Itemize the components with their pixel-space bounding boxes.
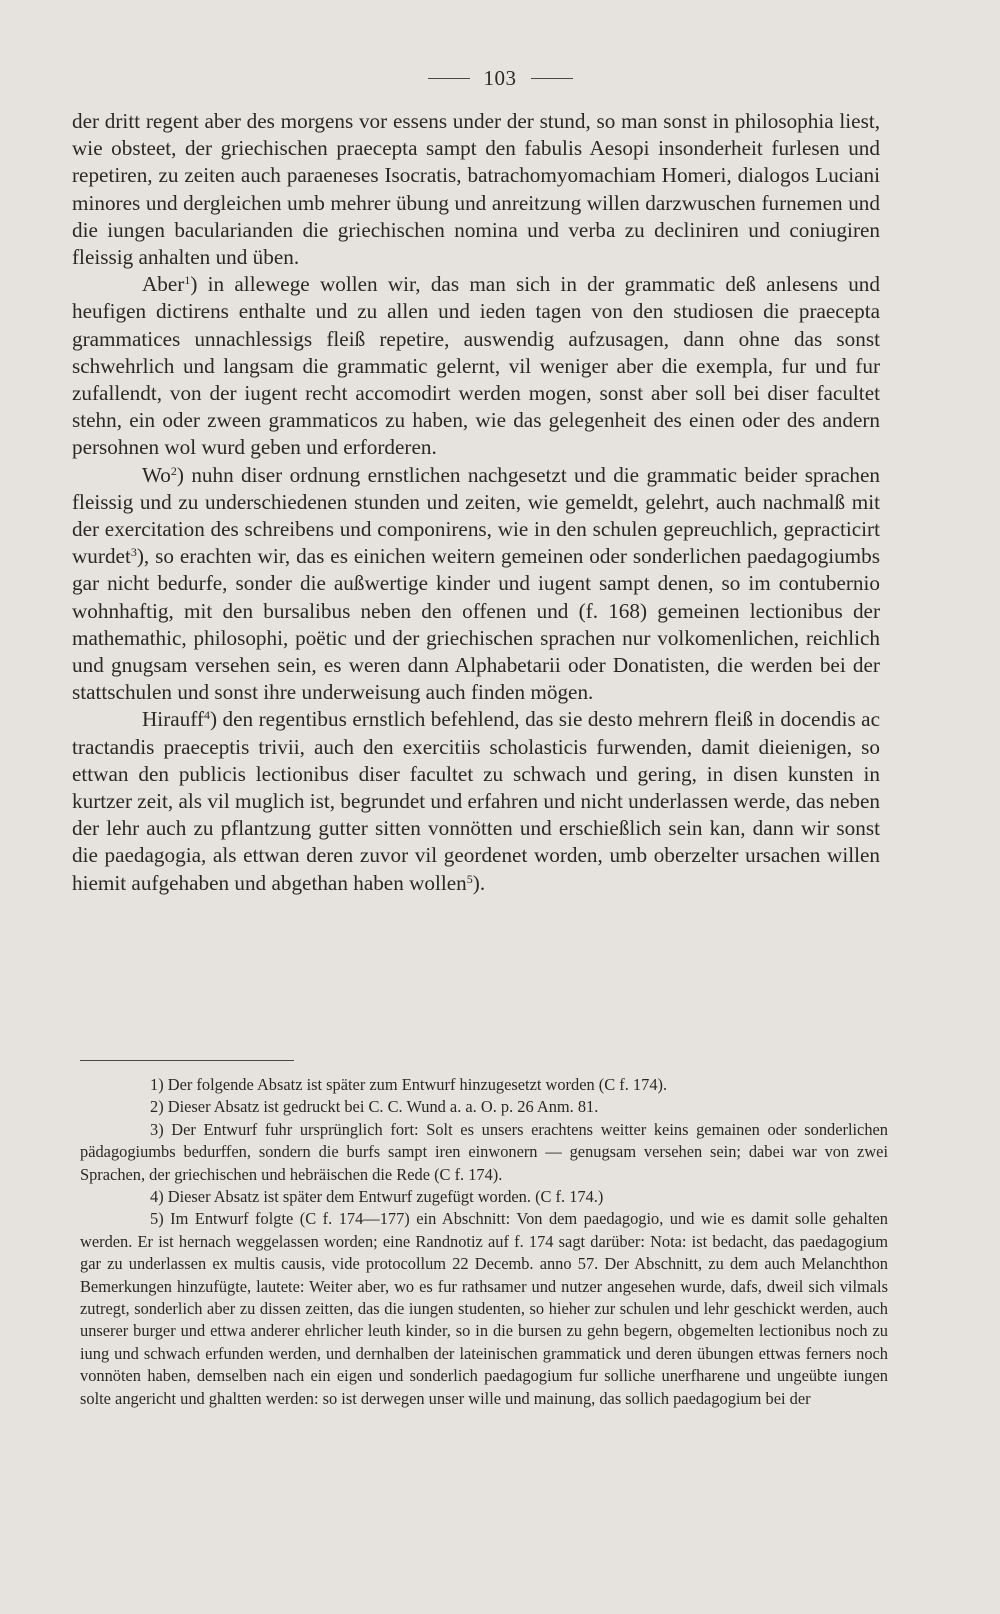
- paragraph-3: [72, 462, 880, 707]
- footnote-marker: 1: [184, 273, 191, 288]
- header-rule-right: [531, 78, 573, 79]
- page-number: 103: [483, 66, 517, 90]
- paragraph-text: ) in allewege wollen wir, das man sich in der grammatic deß anlesens und heufigen dictirens enthalte und zu allen und ieden tagen von den studiosen die praecepta grammatices unnachlessigs fleiß repetire, auswendig aufzusagen, dann ohne das sonst schwehrlich und langsam die grammatic gelernt, vil weniger aber die exempla, fur und fur zufallendt, von der iugent recht accomodirt werden mogen, sonst aber soll bei diser facultet stehn, ein oder zween grammaticos zu haben, wie das gelegenheit des einen oder des andern persohnen wol wurd geben und erforderen.: [72, 272, 880, 460]
- paragraph-text-continued: ).: [472, 870, 486, 895]
- footnote-1: 1) Der folgende Absatz ist später zum Entwurf hinzugesetzt worden (C f. 174).: [150, 1075, 668, 1094]
- page-header: [0, 66, 1000, 91]
- footnote-3: 3) Der Entwurf fuhr ursprünglich fort: Solt es unsers erachtens weitter keins gemainen oder sonderlichen pädagogiumbs bedurffen, sondern die burfs sampt iren einwonern — genugsam versehen sein; dabei war von zwei Sprachen, der griechischen und hebräischen die Rede (C f. 174).: [80, 1119, 888, 1184]
- paragraph-2: [72, 271, 880, 461]
- paragraph-lead: Aber: [142, 272, 185, 297]
- paragraph-text-continued: ), so erachten wir, das es einichen weitern gemeinen oder sonderlichen paedagogiumbs gar nicht bedurfe, sonder die außwertige kinder und iugent sampt denen, so im contubernio wohnhaftig, mit den bursalibus neben den offenen und (f. 168) gemeinen lectionibus der mathemathic, philosophi, poëtic und der griechischen sprachen nur volkomenlichen, reichlich und gnugsam versehen sein, es weren dann Alphabetarii oder Donatisten, die werden bei der stattschulen und sonst ihre underweisung auch finden mögen.: [72, 544, 880, 705]
- footnote-4: 4) Dieser Absatz ist später dem Entwurf zugefügt worden. (C f. 174.): [150, 1187, 604, 1207]
- footnote-marker: 2: [170, 463, 177, 478]
- paragraph-text: ) nuhn diser ordnung ernstlichen nachgesetzt und die grammatic beider sprachen fleissig und zu underschiedenen stunden und zeiten, wie gemeldt, gelehrt, auch nachmalß mit der exercitation des schreibens und componirens, wie in den schulen gepreuchlich, gepracticirt wurdet: [72, 462, 880, 569]
- paragraph-lead: Hirauff: [142, 707, 204, 732]
- footnotes: [80, 1074, 888, 1410]
- paragraph-4: [72, 706, 880, 896]
- paragraph-text: der dritt regent aber des morgens vor essens under der stund, so man sonst in philosophia liest, wie obsteet, der griechischen praecepta sampt den fabulis Aesopi insonderheit furlesen und repetiren, zu zeiten auch paraeneses Isocratis, batrachomyomachiam Homeri, dialogos Luciani minores und dergleichen umb mehrer übung und anreitzung willen darzwuschen furnemen und die iungen bacularianden die griechischen nomina und verba zu decliniren und coniugiren fleissig anhalten und üben.: [72, 109, 880, 270]
- footnote-marker: 4: [203, 708, 210, 723]
- footnote-marker: 5: [466, 871, 473, 886]
- paragraph-text: ) den regentibus ernstlich befehlend, das sie desto mehrern fleiß in docendis ac tractandis praeceptis trivii, auch den exercitiis scholasticis furwenden, damit dieienigen, so ettwan den publicis lectionibus diser facultet zu schwach und gering, in disen kunsten in kurtzer zeit, als vil muglich ist, begrundet und erfahren und nicht underlassen werde, das neben der lehr auch zu pflantzung gutter sitten vonnötten und erschießlich sein kan, dann wir sonst die paedagogia, als ettwan deren zuvor vil geordenet worden, umb oberzelter ursachen willen hiemit aufgehaben und abgethan haben wollen: [72, 707, 880, 895]
- header-rule-left: [428, 78, 470, 79]
- main-text: [72, 108, 880, 897]
- footnote-5: 5) Im Entwurf folgte (C f. 174—177) ein Abschnitt: Von dem paedagogio, und wie es damit solle gehalten werden. Er ist hernach weggelassen worden; eine Randnotiz auf f. 174 sagt darüber: Nota: ist bedacht, das paedagogium gar zu underlassen ex multis causis, vide protocollum 22 Decemb. anno 57. Der Abschnitt, zu dem auch Melanchthon Bemerkungen hinzufügte, lautete: Weiter aber, wo es fur rathsamer und nutzer angesehen wurde, dafs, dweil sich vilmals zutregt, sonderlich aber zu dissen zeitten, das die iungen studenten, so hieher zur schulen und lehr geschickt werden, auch unserer burger und ettwa anderer ehrlicher leuth kinder, so in die bursen zu gehn begern, obgemelten lectionibus noch zu iung und schwach erfunden werden, und dernhalben der lateinischen grammatick und deren übungen ettwas ferners noch vonnöten haben, demselben nach ein eigen und sonderlich paedagogium fur solliche unerfharene und ungeübte iungen solte angericht und ghaltten werden: so ist derwegen unser wille und mainung, das sollich paedagogium bei der: [80, 1209, 888, 1408]
- paragraph-lead: Wo: [142, 462, 171, 487]
- paragraph-1: [72, 108, 880, 271]
- footnote-separator: [80, 1060, 294, 1061]
- footnote-2: 2) Dieser Absatz ist gedruckt bei C. C. Wund a. a. O. p. 26 Anm. 81.: [150, 1097, 599, 1117]
- footnote-marker: 3: [130, 545, 137, 560]
